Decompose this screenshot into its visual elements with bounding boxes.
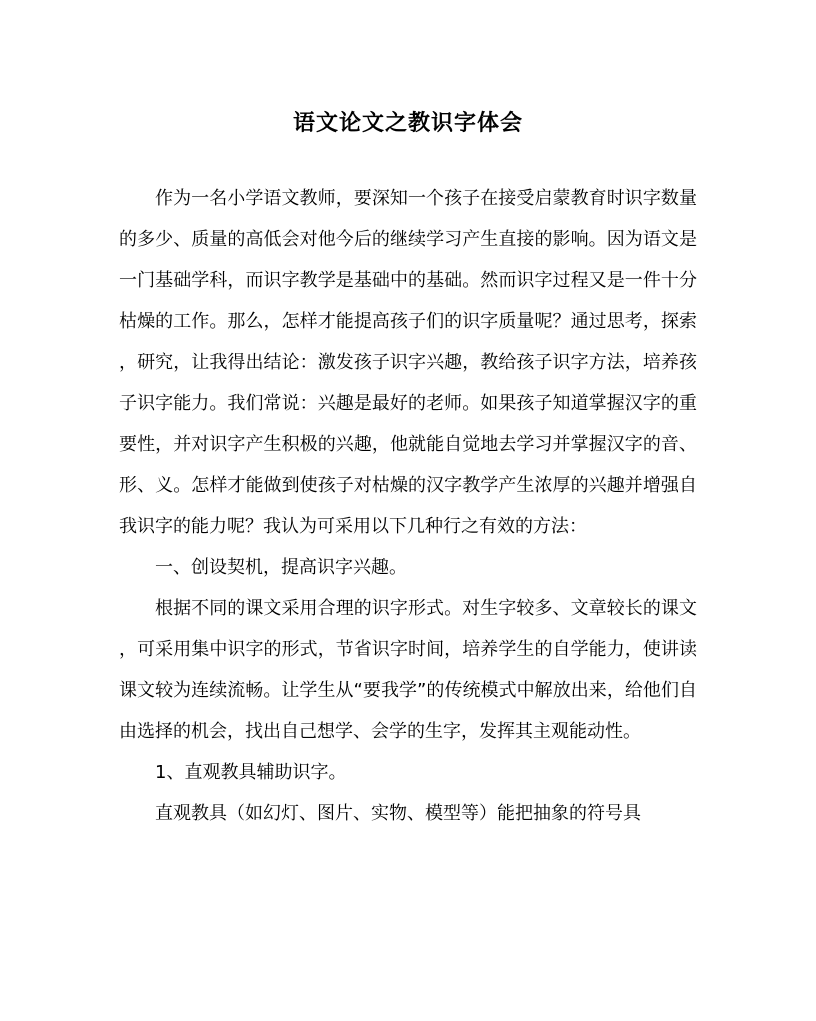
- paragraph-subsection-1: 直观教具（如幻灯、图片、实物、模型等）能把抽象的符号具: [155, 803, 641, 824]
- document-title: 语文论文之教识字体会: [292, 110, 523, 136]
- document-body: [119, 178, 697, 834]
- section-heading-1: 一、创设契机，提高识字兴趣。: [155, 557, 407, 578]
- subsection-heading-1: 1、直观教具辅助识字。: [155, 762, 347, 783]
- paragraph-intro: 作为一名小学语文教师，要深知一个孩子在接受启蒙教育时识字数量的多少、质量的高低会对他今后的继续学习产生直接的影响。因为语文是一门基础学科，而识字教学是基础中的基础。然而识字过程又是一件十分枯燥的工作。那么，怎样才能提高孩子们的识字质量呢？通过思考，探索，研究，让我得出结论：激发孩子识字兴趣，教给孩子识字方法，培养孩子识字能力。我们常说：兴趣是最好的老师。如果孩子知道掌握汉字的重要性，并对识字产生积极的兴趣，他就能自觉地去学习并掌握汉字的音、形、义。怎样才能做到使孩子对枯燥的汉字教学产生浓厚的兴趣并增强自我识字的能力呢？我认为可采用以下几种行之有效的方法：: [119, 188, 697, 537]
- paragraph-section-1: 根据不同的课文采用合理的识字形式。对生字较多、文章较长的课文，可采用集中识字的形式，节省识字时间，培养学生的自学能力，使讲读课文较为连续流畅。让学生从“要我学”的传统模式中解放出来，给他们自由选择的机会，找出自己想学、会学的生字，发挥其主观能动性。: [119, 598, 697, 742]
